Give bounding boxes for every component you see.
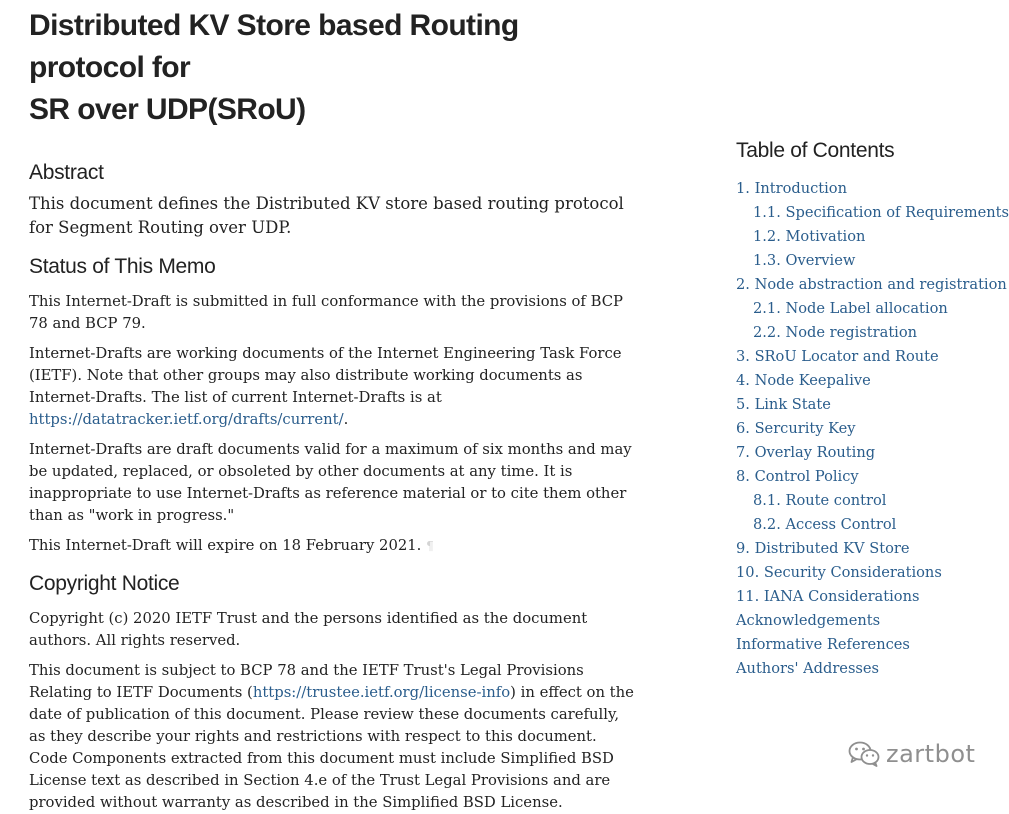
toc-link[interactable]: Authors' Addresses [736,660,880,677]
expiry-text: This Internet-Draft will expire on 18 February 2021. [29,537,422,554]
status-paragraph-4 [29,535,639,557]
toc-link[interactable]: Informative References [736,636,910,653]
toc-link[interactable]: 7. Overlay Routing [736,444,876,461]
toc-link[interactable]: 4. Node Keepalive [736,372,871,389]
toc-item [736,417,996,441]
watermark [848,740,975,768]
toc-link[interactable]: 1.1. Specification of Requirements [753,204,1009,221]
title-line-1: Distributed KV Store based Routing protocol for [29,9,519,84]
toc-item [736,489,996,513]
toc-item [736,297,996,321]
copyright-heading: Copyright Notice [29,572,180,595]
toc-link[interactable]: 9. Distributed KV Store [736,540,910,557]
drafts-current-link[interactable]: https://datatracker.ietf.org/drafts/current/ [29,411,344,428]
table-of-contents [736,136,1009,681]
copyright-p2-text: This document is subject to BCP 78 and the IETF Trust's Legal Provisions Relating to IETF Documents ( [29,662,584,701]
license-info-link[interactable]: https://trustee.ietf.org/license-info [252,684,511,701]
toc-item [736,537,996,561]
toc-heading: Table of Contents [736,139,895,162]
toc-item [736,321,996,345]
toc-link[interactable]: 10. Security Considerations [736,564,942,581]
toc-link[interactable]: 8.1. Route control [753,492,887,509]
toc-item [736,561,996,585]
toc-item [736,609,996,633]
toc-item [736,369,996,393]
copyright-paragraph-1: Copyright (c) 2020 IETF Trust and the persons identified as the document authors. All rights reserved. [29,610,588,649]
toc-list [736,177,1009,681]
status-paragraph-2 [29,343,639,431]
status-paragraph-3: Internet-Drafts are draft documents valid for a maximum of six months and may be updated, replaced, or obsoleted by other documents at any time. It is inappropriate to use Internet-Drafts as reference material or to cite them other than as "work in progress." [29,441,632,524]
document-main [29,0,639,814]
title-line-2: SR over UDP(SRoU) [29,93,306,126]
toc-item [736,249,996,273]
toc-item [736,393,996,417]
copyright-p2-tail: ) in effect on the date of publication of this document. Please review these documents carefully, as they describe your rights and restrictions with respect to this document. Code Components extracted from this document must include Simplified BSD License text as described in Section 4.e of the Trust Legal Provisions and are provided without warranty as described in the Simplified BSD License. [29,684,634,811]
toc-link[interactable]: 5. Link State [736,396,831,413]
toc-link[interactable]: 2.1. Node Label allocation [753,300,948,317]
toc-item [736,633,996,657]
status-p2-tail: . [343,411,349,428]
toc-link[interactable]: 2.2. Node registration [753,324,918,341]
toc-item [736,201,1009,225]
toc-link[interactable]: 8.2. Access Control [753,516,897,533]
toc-link[interactable]: 1.3. Overview [753,252,856,269]
pilcrow-mark[interactable]: ¶ [426,539,434,553]
watermark-text: zartbot [886,740,976,768]
toc-link[interactable]: 6. Sercurity Key [736,420,856,437]
toc-item [736,177,996,201]
document-title [29,5,639,131]
toc-item [736,657,996,681]
toc-link[interactable]: 2. Node abstraction and registration [736,276,1007,293]
toc-item [736,585,996,609]
toc-item [736,441,996,465]
copyright-paragraph-2 [29,660,639,814]
toc-link[interactable]: Acknowledgements [736,612,881,629]
toc-link[interactable]: 1. Introduction [736,180,847,197]
wechat-icon [848,740,880,768]
status-heading: Status of This Memo [29,255,216,278]
toc-item [736,513,996,537]
toc-link[interactable]: 11. IANA Considerations [736,588,920,605]
toc-item [736,465,996,489]
toc-link[interactable]: 3. SRoU Locator and Route [736,348,939,365]
abstract-heading: Abstract [29,161,104,184]
status-paragraph-1: This Internet-Draft is submitted in full conformance with the provisions of BCP 78 and BCP 79. [29,293,623,332]
toc-link[interactable]: 8. Control Policy [736,468,859,485]
status-p2-text: Internet-Drafts are working documents of the Internet Engineering Task Force (IETF). Note that other groups may also distribute working documents as Internet-Drafts. The list of current Internet-Drafts is at [29,345,622,406]
abstract-text: This document defines the Distributed KV store based routing protocol for Segment Routing over UDP. [29,194,624,237]
toc-link[interactable]: 1.2. Motivation [753,228,866,245]
toc-item [736,273,1007,297]
toc-item [736,345,996,369]
toc-item [736,225,996,249]
